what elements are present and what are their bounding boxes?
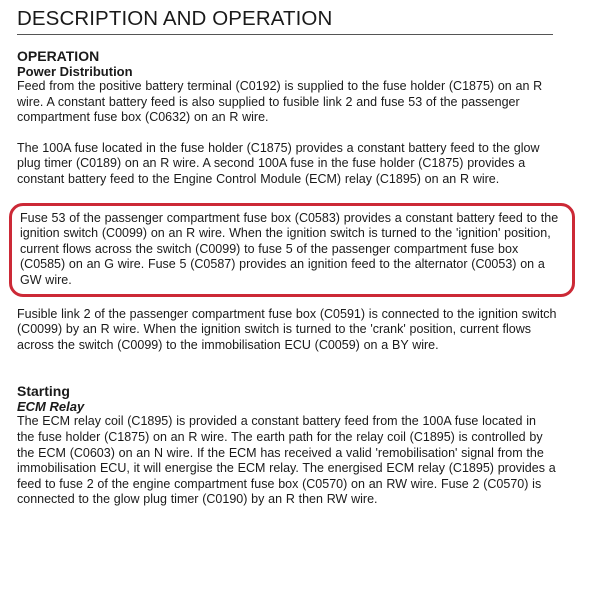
title-divider [17,34,553,35]
document-body [17,48,557,508]
paragraph-fusible-link: Fusible link 2 of the passenger compartment fuse box (C0591) is connected to the ignition switch (C0099) by an R wire. When the ignition switch is turned to the 'crank' position, current flows across the switch (C0099) to the immobilisation ECU (C0059) on a BY wire. [17,306,557,352]
paragraph-fuse-53-highlighted: Fuse 53 of the passenger compartment fuse box (C0583) provides a constant battery feed to the ignition switch (C0099) on an R wire. When the ignition switch is turned to the 'ignition' position, current flows across the switch (C0099) to fuse 5 of the passenger compartment fuse box (C0585) on an G wire. Fuse 5 (C0587) provides an ignition feed to the alternator (C0053) on a GW wire. [20,210,559,287]
section-heading-operation: OPERATION [17,48,100,64]
page-title: DESCRIPTION AND OPERATION [17,7,333,30]
paragraph-ecm-relay: The ECM relay coil (C1895) is provided a constant battery feed from the 100A fuse located in the fuse holder (C1875) on an R wire. The earth path for the relay coil (C1895) is controlled by the ECM (C0603) on an N wire. If the ECM has received a valid 'remobilisation' signal from the immobilisation ECU, it will energise the ECM relay. The energised ECM relay (C1895) provides a feed to fuse 2 of the engine compartment fuse box (C0570) on an RW wire. Fuse 2 (C0570) is connected to the glow plug timer (C0190) by an R then RW wire. [17,414,556,507]
section-heading-starting: Starting [17,383,70,400]
paragraph-100a-fuse: The 100A fuse located in the fuse holder (C1875) provides a constant battery feed to the glow plug timer (C0189) on an R wire. A second 100A fuse in the fuse holder (C1875) provides a constant battery feed to the Engine Control Module (ECM) relay (C1895) on an R wire. [17,140,540,186]
highlight-box [9,203,575,297]
subheading-power-distribution: Power Distribution [17,64,133,79]
paragraph-battery-feed: Feed from the positive battery terminal (C0192) is supplied to the fuse holder (C1875) on an R wire. A constant battery feed is also supplied to fusible link 2 and fuse 53 of the passenger compartment fuse box (C0632) on an R wire. [17,79,543,125]
subheading-ecm-relay: ECM Relay [17,399,85,415]
